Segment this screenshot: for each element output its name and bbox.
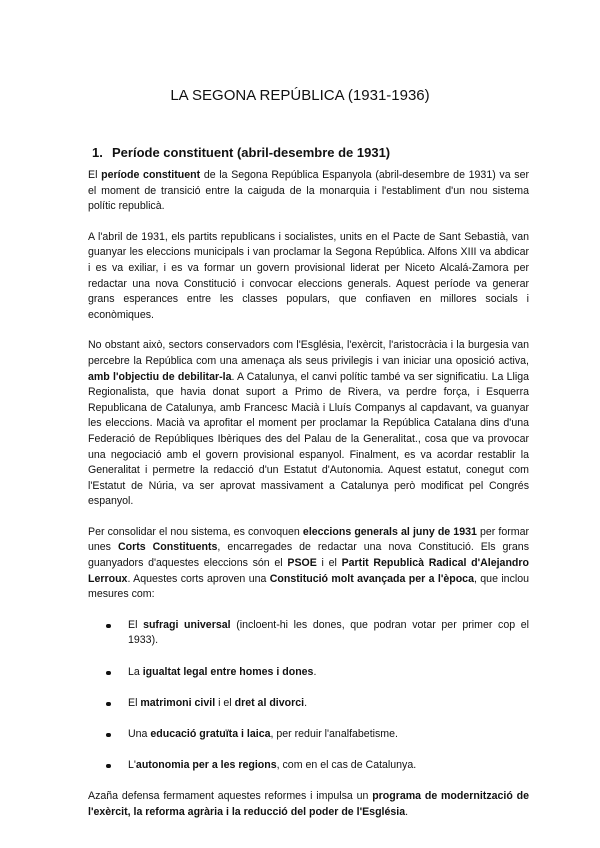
text: No obstant això, sectors conservadors com l'Església, l'exèrcit, l'aristocràcia i la burgesia van percebre la República com una amenaça als seus privilegis i van iniciar una oposició activa,	[88, 339, 529, 367]
text: La	[128, 665, 143, 678]
paragraph	[88, 789, 529, 820]
bold-text: educació gratuïta i laica	[150, 727, 271, 740]
text: , encarregades de redactar una nova Constitució. Els grans guanyadors d'aquestes eleccions són el	[88, 541, 529, 570]
text: , que inclou mesures com:	[88, 572, 530, 601]
list-item	[128, 618, 529, 649]
document-body	[88, 168, 529, 835]
text: El	[128, 618, 144, 631]
bold-text: amb l'objectiu de debilitar-la	[88, 370, 232, 383]
bold-text: programa de modernització de l'exèrcit, la reforma agrària i la reducció del poder de l'Església	[88, 789, 529, 818]
bold-text: Constitució molt avançada per a l'època	[269, 572, 474, 585]
text: , com en el cas de Catalunya.	[276, 758, 417, 771]
text: (incloent-hi les dones, que podran votar per primer cop el 1933).	[128, 618, 529, 647]
paragraph	[88, 230, 529, 324]
bold-text: PSOE	[287, 557, 317, 570]
text: L'	[128, 758, 136, 771]
text: .	[313, 665, 317, 678]
bold-text: Partit Republicà Radical d'Alejandro Lerroux	[88, 557, 529, 585]
list-item	[128, 758, 529, 774]
text: Azaña defensa fermament aquestes reformes i impulsa un	[88, 789, 373, 802]
document-title: LA SEGONA REPÚBLICA (1931-1936)	[170, 87, 430, 104]
text: , per reduir l'analfabetisme.	[270, 727, 398, 740]
paragraph	[88, 168, 529, 215]
text: Per consolidar el nou sistema, es convoquen	[88, 525, 303, 538]
paragraph	[88, 338, 529, 510]
text: A l'abril de 1931, els partits republicans i socialistes, units en el Pacte de Sant Sebastià, van guanyar les eleccions municipals i van proclamar la Segona República. Alfons XIII va abdicar i es va exiliar, i es va formar un govern provisional liderat per Niceto Alcalá-Zamora per redactar una nova Constitució i convocar eleccions generals. Aquest període va generar grans esperances entre les classes populars, que confiaven en millores socials i econòmiques.	[88, 230, 529, 321]
bold-text: autonomia per a les regions	[135, 758, 277, 771]
bold-text: període constituent	[101, 169, 201, 181]
section-number: 1.	[92, 145, 103, 160]
bold-text: igualtat legal entre homes i dones	[142, 665, 314, 678]
text: El	[128, 696, 141, 709]
text: . A Catalunya, el canvi polític també va ser significatiu. La Lliga Regionalista, que havia donat suport a Primo de Rivera, va perdre força, i Esquerra Republicana de Catalunya, amb Francesc Macià i Lluís Companys al capdavant, va guanyar les eleccions. Macià va aprofitar el moment per proclamar la República Catalana dins d'una Federació de Repúbliques Ibèriques des del Palau de la Generalitat., cosa que va provocar una negociació amb el govern provisional espanyol. Finalment, es va acordar restablir la Generalitat i permetre la redacció d'un Estatut d'Autonomia. Aquest estatut, conegut com l'Estatut de Núria, va ser aprovat massivament a Catalunya però modificat pel Congrés espanyol.	[88, 370, 529, 508]
bold-text: Corts Constituents	[117, 541, 218, 554]
text: i el	[215, 696, 235, 709]
bold-text: dret al divorci	[234, 696, 305, 709]
text: i el	[316, 557, 342, 570]
bold-text: matrimoni civil	[140, 696, 216, 709]
text: per formar unes	[88, 525, 530, 554]
bold-text: eleccions generals al juny de 1931	[302, 525, 477, 538]
bold-text: sufragi universal	[143, 618, 231, 631]
section-title: Període constituent (abril-desembre de 1931)	[112, 145, 391, 160]
paragraphs-after	[88, 789, 529, 820]
section-heading	[92, 145, 390, 160]
list-item	[128, 665, 529, 681]
list-item	[128, 696, 529, 712]
text: .	[304, 696, 308, 709]
text: .	[405, 805, 409, 818]
list-item	[128, 727, 529, 743]
text: El	[88, 169, 102, 181]
paragraphs-before	[88, 168, 529, 603]
text: de la Segona República Espanyola (abril-desembre de 1931) va ser el moment de transició entre la caiguda de la monarquia i l'establiment d'un nou sistema polític republicà.	[88, 169, 529, 213]
measures-list	[88, 618, 529, 774]
paragraph	[88, 525, 529, 603]
text: . Aquestes corts aproven una	[127, 572, 270, 585]
text: Una	[128, 727, 151, 740]
